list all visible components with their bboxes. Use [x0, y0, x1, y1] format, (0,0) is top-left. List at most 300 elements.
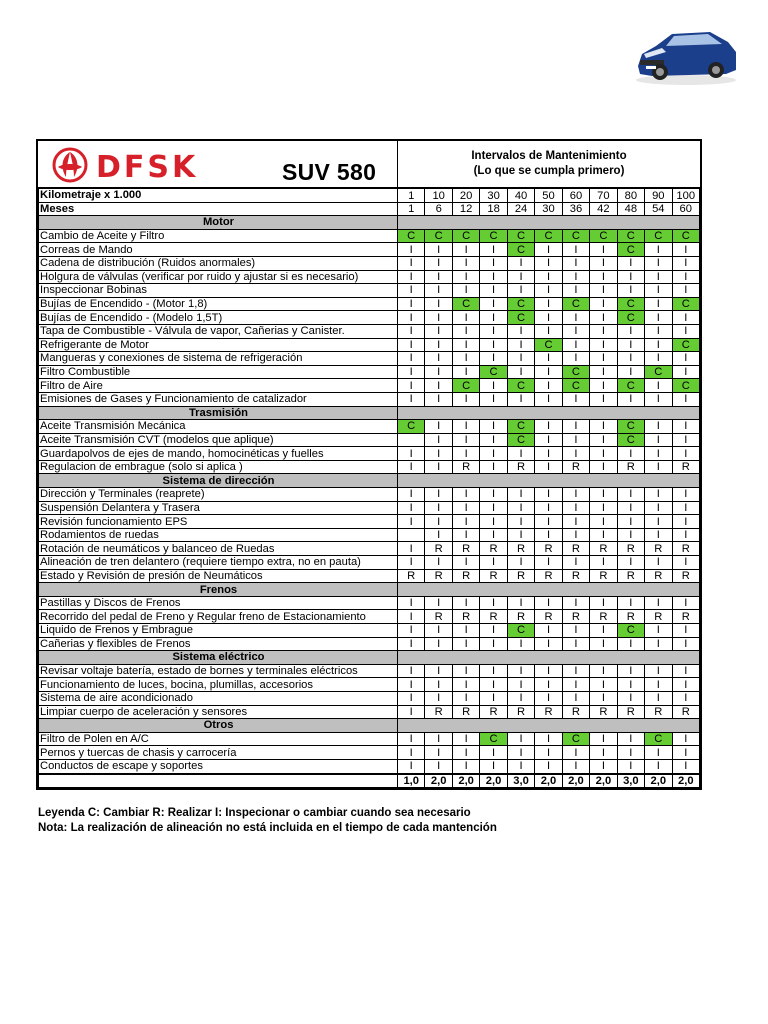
- section-name: Trasmisión: [39, 406, 398, 420]
- value-cell: C: [507, 311, 534, 325]
- value-cell: I: [507, 691, 534, 705]
- value-cell: I: [562, 447, 589, 461]
- value-cell: I: [645, 460, 672, 474]
- value-cell: R: [480, 569, 507, 583]
- value-cell: I: [507, 528, 534, 542]
- row-label: Cadena de distribución (Ruidos anormales): [39, 256, 398, 270]
- value-cell: I: [617, 488, 644, 502]
- row-label: Aceite Transmisión Mecánica: [39, 420, 398, 434]
- value-cell: C: [617, 433, 644, 447]
- value-cell: R: [590, 569, 617, 583]
- value-cell: R: [562, 460, 589, 474]
- value-cell: I: [398, 664, 425, 678]
- value-cell: I: [398, 501, 425, 515]
- value-cell: C: [480, 229, 507, 243]
- value-cell: C: [617, 243, 644, 257]
- table-row: [39, 365, 700, 379]
- value-cell: I: [562, 624, 589, 638]
- row-label: Filtro de Aire: [39, 379, 398, 393]
- row-label: Kilometraje x 1.000: [39, 189, 398, 203]
- table-row: [39, 515, 700, 529]
- value-cell: R: [480, 610, 507, 624]
- value-cell: I: [617, 324, 644, 338]
- value-cell: R: [617, 705, 644, 719]
- row-label: Pastillas y Discos de Frenos: [39, 596, 398, 610]
- table-row: [39, 746, 700, 760]
- table-row: [39, 324, 700, 338]
- value-cell: I: [425, 338, 452, 352]
- value-cell: C: [452, 379, 479, 393]
- table-row: [39, 488, 700, 502]
- value-cell: I: [398, 691, 425, 705]
- total-cell: 3,0: [617, 774, 644, 788]
- value-cell: I: [535, 270, 562, 284]
- value-cell: I: [398, 746, 425, 760]
- value-cell: I: [590, 392, 617, 406]
- row-label: Revisar voltaje batería, estado de bornes y terminales eléctricos: [39, 664, 398, 678]
- value-cell: I: [590, 664, 617, 678]
- value-cell: I: [535, 596, 562, 610]
- value-cell: C: [452, 297, 479, 311]
- value-cell: I: [425, 759, 452, 773]
- value-cell: C: [535, 229, 562, 243]
- value-cell: I: [617, 528, 644, 542]
- value-cell: I: [562, 488, 589, 502]
- value-cell: I: [507, 664, 534, 678]
- section-name: Sistema eléctrico: [39, 651, 398, 665]
- value-cell: I: [590, 515, 617, 529]
- value-cell: I: [425, 256, 452, 270]
- value-cell: I: [507, 256, 534, 270]
- value-cell: I: [398, 624, 425, 638]
- value-cell: C: [425, 229, 452, 243]
- table-row: [39, 433, 700, 447]
- value-cell: I: [425, 433, 452, 447]
- value-cell: 6: [425, 202, 452, 216]
- value-cell: I: [645, 392, 672, 406]
- value-cell: I: [535, 420, 562, 434]
- value-cell: C: [672, 379, 699, 393]
- value-cell: I: [645, 596, 672, 610]
- value-cell: I: [562, 433, 589, 447]
- value-cell: 70: [590, 189, 617, 203]
- value-cell: I: [672, 624, 699, 638]
- value-cell: I: [535, 759, 562, 773]
- value-cell: I: [645, 352, 672, 366]
- row-label: Estado y Revisión de presión de Neumáticos: [39, 569, 398, 583]
- value-cell: I: [645, 256, 672, 270]
- value-cell: I: [672, 270, 699, 284]
- value-cell: I: [425, 392, 452, 406]
- value-cell: R: [617, 610, 644, 624]
- value-cell: I: [452, 270, 479, 284]
- value-cell: I: [398, 732, 425, 746]
- value-cell: I: [617, 365, 644, 379]
- value-cell: I: [645, 501, 672, 515]
- value-cell: I: [398, 596, 425, 610]
- value-cell: I: [562, 596, 589, 610]
- value-cell: I: [480, 664, 507, 678]
- value-cell: I: [672, 365, 699, 379]
- value-cell: R: [480, 705, 507, 719]
- value-cell: I: [452, 284, 479, 298]
- value-cell: I: [645, 324, 672, 338]
- value-cell: I: [590, 488, 617, 502]
- value-cell: I: [425, 311, 452, 325]
- row-label: Recorrido del pedal de Freno y Regular freno de Estacionamiento: [39, 610, 398, 624]
- value-cell: I: [452, 678, 479, 692]
- value-cell: I: [425, 352, 452, 366]
- section-fill: [398, 583, 700, 597]
- row-label: Bujías de Encendido - (Modelo 1,5T): [39, 311, 398, 325]
- value-cell: I: [562, 691, 589, 705]
- value-cell: I: [590, 420, 617, 434]
- value-cell: R: [672, 610, 699, 624]
- value-cell: I: [562, 664, 589, 678]
- value-cell: R: [535, 610, 562, 624]
- value-cell: I: [617, 664, 644, 678]
- value-cell: I: [480, 392, 507, 406]
- value-cell: I: [398, 488, 425, 502]
- value-cell: I: [452, 515, 479, 529]
- value-cell: 50: [535, 189, 562, 203]
- value-cell: I: [452, 732, 479, 746]
- value-cell: I: [672, 488, 699, 502]
- value-cell: R: [562, 542, 589, 556]
- table-row: [39, 379, 700, 393]
- value-cell: I: [562, 256, 589, 270]
- value-cell: I: [452, 420, 479, 434]
- row-label: Bujías de Encendido - (Motor 1,8): [39, 297, 398, 311]
- table-row: [39, 229, 700, 243]
- model-title: SUV 580: [282, 159, 377, 185]
- value-cell: I: [398, 270, 425, 284]
- value-cell: I: [507, 759, 534, 773]
- value-cell: 10: [425, 189, 452, 203]
- value-cell: I: [480, 624, 507, 638]
- value-cell: 36: [562, 202, 589, 216]
- total-cell: 2,0: [425, 774, 452, 788]
- value-cell: I: [452, 664, 479, 678]
- value-cell: I: [452, 624, 479, 638]
- table-row: [39, 243, 700, 257]
- value-cell: 12: [452, 202, 479, 216]
- value-cell: I: [590, 678, 617, 692]
- value-cell: I: [507, 488, 534, 502]
- value-cell: C: [507, 433, 534, 447]
- value-cell: C: [617, 624, 644, 638]
- row-label: Guardapolvos de ejes de mando, homocinéticas y fuelles: [39, 447, 398, 461]
- value-cell: I: [398, 705, 425, 719]
- value-cell: R: [672, 569, 699, 583]
- value-cell: I: [562, 528, 589, 542]
- value-cell: I: [398, 324, 425, 338]
- row-label: Pernos y tuercas de chasis y carrocería: [39, 746, 398, 760]
- value-cell: I: [480, 352, 507, 366]
- row-label: Holgura de válvulas (verificar por ruido y ajustar si es necesario): [39, 270, 398, 284]
- value-cell: I: [507, 338, 534, 352]
- value-cell: C: [562, 732, 589, 746]
- row-label: Rotación de neumáticos y balanceo de Ruedas: [39, 542, 398, 556]
- value-cell: I: [425, 664, 452, 678]
- value-cell: I: [480, 528, 507, 542]
- value-cell: I: [590, 270, 617, 284]
- value-cell: I: [507, 596, 534, 610]
- value-cell: I: [590, 284, 617, 298]
- row-label: Suspensión Delantera y Trasera: [39, 501, 398, 515]
- value-cell: I: [452, 556, 479, 570]
- value-cell: C: [562, 379, 589, 393]
- value-cell: I: [535, 556, 562, 570]
- table-row: [39, 596, 700, 610]
- value-cell: I: [452, 501, 479, 515]
- section-row: [39, 474, 700, 488]
- value-cell: I: [617, 732, 644, 746]
- value-cell: R: [645, 705, 672, 719]
- value-cell: I: [672, 515, 699, 529]
- value-cell: I: [398, 610, 425, 624]
- row-label: Conductos de escape y soportes: [39, 759, 398, 773]
- row-label: Liquido de Frenos y Embrague: [39, 624, 398, 638]
- value-cell: I: [672, 501, 699, 515]
- value-cell: I: [672, 691, 699, 705]
- value-cell: I: [645, 297, 672, 311]
- months-row: [39, 202, 700, 216]
- value-cell: I: [507, 447, 534, 461]
- value-cell: I: [562, 338, 589, 352]
- section-row: [39, 719, 700, 733]
- value-cell: 18: [480, 202, 507, 216]
- value-cell: R: [617, 460, 644, 474]
- value-cell: R: [535, 705, 562, 719]
- value-cell: I: [398, 284, 425, 298]
- totals-row: [39, 774, 700, 788]
- value-cell: I: [617, 501, 644, 515]
- value-cell: I: [617, 338, 644, 352]
- value-cell: I: [452, 311, 479, 325]
- value-cell: I: [425, 637, 452, 651]
- value-cell: I: [452, 637, 479, 651]
- value-cell: I: [452, 447, 479, 461]
- value-cell: I: [617, 284, 644, 298]
- value-cell: I: [535, 379, 562, 393]
- value-cell: R: [452, 610, 479, 624]
- value-cell: 100: [672, 189, 699, 203]
- value-cell: I: [425, 515, 452, 529]
- value-cell: 42: [590, 202, 617, 216]
- value-cell: I: [617, 447, 644, 461]
- row-label: Funcionamiento de luces, bocina, plumillas, accesorios: [39, 678, 398, 692]
- row-label: Refrigerante de Motor: [39, 338, 398, 352]
- value-cell: I: [645, 691, 672, 705]
- value-cell: I: [590, 596, 617, 610]
- value-cell: R: [452, 569, 479, 583]
- value-cell: C: [480, 732, 507, 746]
- value-cell: I: [507, 556, 534, 570]
- value-cell: 60: [672, 202, 699, 216]
- value-cell: I: [590, 637, 617, 651]
- value-cell: C: [507, 297, 534, 311]
- value-cell: C: [452, 229, 479, 243]
- value-cell: I: [535, 691, 562, 705]
- value-cell: I: [590, 338, 617, 352]
- table-row: [39, 569, 700, 583]
- value-cell: I: [535, 311, 562, 325]
- value-cell: I: [590, 691, 617, 705]
- value-cell: I: [672, 324, 699, 338]
- value-cell: 54: [645, 202, 672, 216]
- value-cell: I: [535, 624, 562, 638]
- value-cell: R: [507, 705, 534, 719]
- value-cell: I: [672, 243, 699, 257]
- value-cell: I: [480, 324, 507, 338]
- value-cell: C: [672, 338, 699, 352]
- value-cell: I: [617, 678, 644, 692]
- value-cell: 80: [617, 189, 644, 203]
- value-cell: I: [535, 324, 562, 338]
- value-cell: I: [452, 392, 479, 406]
- dfsk-logo: [52, 147, 252, 183]
- value-cell: I: [425, 284, 452, 298]
- km-row: [39, 189, 700, 203]
- value-cell: C: [535, 338, 562, 352]
- total-cell: 2,0: [590, 774, 617, 788]
- table-row: [39, 338, 700, 352]
- value-cell: C: [562, 229, 589, 243]
- value-cell: I: [590, 501, 617, 515]
- value-cell: I: [425, 528, 452, 542]
- value-cell: I: [398, 637, 425, 651]
- value-cell: I: [672, 678, 699, 692]
- value-cell: I: [617, 352, 644, 366]
- value-cell: C: [507, 229, 534, 243]
- value-cell: I: [535, 297, 562, 311]
- value-cell: R: [590, 542, 617, 556]
- value-cell: I: [398, 243, 425, 257]
- value-cell: I: [480, 447, 507, 461]
- value-cell: I: [535, 256, 562, 270]
- section-row: [39, 583, 700, 597]
- value-cell: I: [452, 433, 479, 447]
- value-cell: I: [480, 501, 507, 515]
- value-cell: I: [562, 637, 589, 651]
- value-cell: I: [645, 447, 672, 461]
- value-cell: I: [425, 501, 452, 515]
- value-cell: C: [562, 365, 589, 379]
- value-cell: I: [672, 256, 699, 270]
- value-cell: I: [425, 365, 452, 379]
- value-cell: I: [562, 243, 589, 257]
- value-cell: R: [562, 569, 589, 583]
- value-cell: I: [398, 365, 425, 379]
- row-label: Regulacion de embrague (solo si aplica ): [39, 460, 398, 474]
- row-label: Dirección y Terminales (reaprete): [39, 488, 398, 502]
- value-cell: I: [535, 352, 562, 366]
- value-cell: I: [535, 637, 562, 651]
- row-label: Filtro Combustible: [39, 365, 398, 379]
- table-row: [39, 637, 700, 651]
- value-cell: I: [480, 691, 507, 705]
- value-cell: I: [425, 270, 452, 284]
- value-cell: I: [590, 759, 617, 773]
- row-label: Correas de Mando: [39, 243, 398, 257]
- row-label: Limpiar cuerpo de aceleración y sensores: [39, 705, 398, 719]
- value-cell: I: [562, 515, 589, 529]
- section-name: Motor: [39, 216, 398, 230]
- table-row: [39, 256, 700, 270]
- value-cell: C: [590, 229, 617, 243]
- row-label: Cañerias y flexibles de Frenos: [39, 637, 398, 651]
- value-cell: R: [535, 542, 562, 556]
- value-cell: I: [425, 447, 452, 461]
- value-cell: I: [398, 297, 425, 311]
- table-row: [39, 352, 700, 366]
- table-row: [39, 759, 700, 773]
- value-cell: I: [425, 624, 452, 638]
- value-cell: I: [480, 338, 507, 352]
- value-cell: I: [645, 270, 672, 284]
- section-fill: [398, 216, 700, 230]
- value-cell: I: [398, 379, 425, 393]
- value-cell: R: [672, 542, 699, 556]
- total-cell: 2,0: [480, 774, 507, 788]
- value-cell: 30: [480, 189, 507, 203]
- legend-block: [38, 806, 497, 835]
- value-cell: I: [672, 759, 699, 773]
- value-cell: I: [480, 420, 507, 434]
- value-cell: I: [507, 501, 534, 515]
- value-cell: 1: [398, 189, 425, 203]
- value-cell: I: [535, 365, 562, 379]
- row-label: Filtro de Polen en A/C: [39, 732, 398, 746]
- value-cell: C: [562, 297, 589, 311]
- section-name: Sistema de dirección: [39, 474, 398, 488]
- value-cell: 40: [507, 189, 534, 203]
- total-cell: 2,0: [452, 774, 479, 788]
- value-cell: 1: [398, 202, 425, 216]
- value-cell: I: [645, 515, 672, 529]
- value-cell: I: [535, 392, 562, 406]
- value-cell: I: [672, 732, 699, 746]
- value-cell: I: [507, 515, 534, 529]
- value-cell: I: [535, 460, 562, 474]
- value-cell: I: [425, 420, 452, 434]
- value-cell: C: [672, 229, 699, 243]
- value-cell: I: [480, 488, 507, 502]
- value-cell: R: [507, 542, 534, 556]
- table-row: [39, 311, 700, 325]
- value-cell: I: [672, 528, 699, 542]
- table-row: [39, 270, 700, 284]
- value-cell: R: [452, 460, 479, 474]
- table-row: [39, 528, 700, 542]
- row-label: Rodamientos de ruedas: [39, 528, 398, 542]
- value-cell: I: [452, 746, 479, 760]
- value-cell: I: [562, 678, 589, 692]
- table-row: [39, 705, 700, 719]
- value-cell: I: [480, 297, 507, 311]
- table-row: [39, 624, 700, 638]
- value-cell: I: [425, 678, 452, 692]
- value-cell: I: [425, 691, 452, 705]
- row-label: Inspeccionar Bobinas: [39, 284, 398, 298]
- value-cell: I: [480, 759, 507, 773]
- value-cell: I: [425, 324, 452, 338]
- value-cell: I: [562, 759, 589, 773]
- value-cell: I: [590, 324, 617, 338]
- value-cell: I: [480, 678, 507, 692]
- value-cell: I: [452, 243, 479, 257]
